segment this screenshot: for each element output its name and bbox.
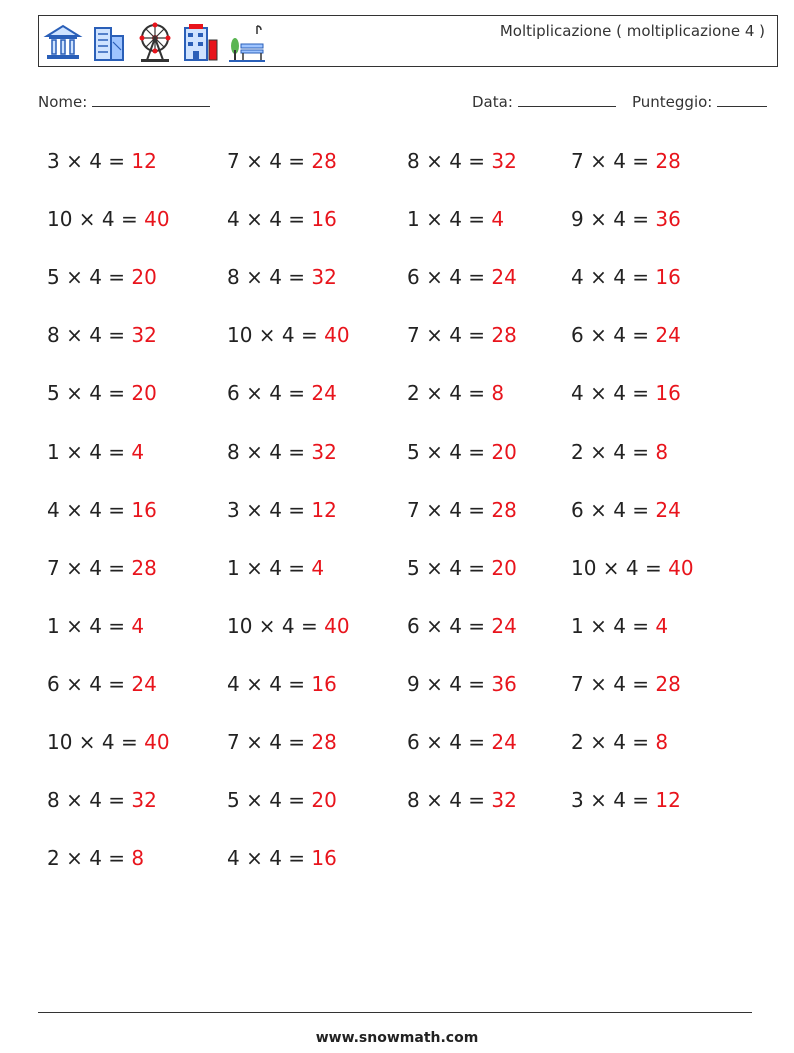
problem-item [47, 612, 144, 640]
problem-question: 10 × 4 = [571, 555, 669, 580]
problem-answer: 32 [491, 788, 517, 813]
score-field [632, 92, 767, 111]
problem-item [407, 670, 517, 698]
score-label: Punteggio: [632, 93, 713, 111]
problem-answer: 32 [311, 439, 337, 464]
problem-item [407, 612, 517, 640]
problem-item [227, 554, 324, 582]
problem-item [47, 786, 157, 814]
problem-answer: 8 [491, 381, 505, 406]
problem-answer: 40 [668, 555, 694, 580]
problem-answer: 20 [491, 555, 517, 580]
problem-question: 6 × 4 = [47, 671, 132, 696]
problem-answer: 4 [311, 555, 325, 580]
ferris-wheel-icon [135, 20, 175, 64]
problem-answer: 20 [131, 381, 157, 406]
problem-answer: 32 [131, 788, 157, 813]
problem-question: 5 × 4 = [407, 439, 492, 464]
problem-item [407, 438, 517, 466]
problem-answer: 4 [131, 439, 145, 464]
problem-item [571, 496, 681, 524]
problem-answer: 40 [144, 730, 170, 754]
problem-item [571, 263, 681, 291]
problem-question: 10 × 4 = [227, 613, 325, 638]
problem-question: 5 × 4 = [47, 265, 132, 290]
date-field [472, 92, 616, 111]
problem-question: 2 × 4 = [407, 381, 492, 406]
problem-item [227, 379, 337, 407]
problem-answer: 12 [311, 497, 337, 522]
problem-item [47, 438, 144, 466]
problem-answer: 24 [311, 381, 337, 406]
problem-answer: 12 [131, 149, 157, 173]
problem-item [571, 728, 668, 756]
problem-question: 4 × 4 = [571, 381, 656, 406]
problem-item [407, 263, 517, 291]
problem-question: 5 × 4 = [47, 381, 132, 406]
problem-answer: 16 [311, 671, 337, 696]
name-blank[interactable] [92, 92, 210, 107]
problem-question: 3 × 4 = [227, 497, 312, 522]
problem-question: 8 × 4 = [47, 323, 132, 348]
problem-item [571, 554, 694, 582]
problem-question: 6 × 4 = [571, 497, 656, 522]
problem-answer: 24 [491, 613, 517, 638]
problem-question: 1 × 4 = [47, 613, 132, 638]
problem-question: 10 × 4 = [227, 323, 325, 348]
problem-item [47, 379, 157, 407]
problem-answer: 4 [131, 613, 145, 638]
problem-question: 2 × 4 = [47, 846, 132, 871]
problem-question: 6 × 4 = [571, 323, 656, 348]
problem-answer: 28 [491, 323, 517, 348]
problem-question: 7 × 4 = [407, 323, 492, 348]
problem-item [227, 263, 337, 291]
problem-answer: 8 [655, 439, 669, 464]
problem-answer: 28 [311, 149, 337, 173]
problem-item [571, 321, 681, 349]
problem-question: 7 × 4 = [407, 497, 492, 522]
problem-answer: 20 [311, 788, 337, 813]
problem-answer: 40 [324, 323, 350, 348]
date-blank[interactable] [518, 92, 616, 107]
problem-item [227, 438, 337, 466]
problem-question: 9 × 4 = [571, 207, 656, 232]
problem-item [407, 379, 504, 407]
problem-item [571, 379, 681, 407]
problem-answer: 4 [491, 207, 505, 232]
problem-question: 5 × 4 = [407, 555, 492, 580]
problem-answer: 16 [311, 207, 337, 232]
problem-answer: 28 [655, 149, 681, 173]
problem-question: 3 × 4 = [571, 788, 656, 813]
problem-answer: 4 [655, 613, 669, 638]
problem-question: 6 × 4 = [407, 613, 492, 638]
problem-answer: 24 [655, 497, 681, 522]
problem-item [227, 612, 350, 640]
problem-item [47, 321, 157, 349]
problem-question: 8 × 4 = [407, 788, 492, 813]
problem-answer: 16 [311, 846, 337, 871]
problem-question: 7 × 4 = [571, 671, 656, 696]
problem-item [407, 554, 517, 582]
problem-item [227, 844, 337, 872]
problem-answer: 28 [311, 730, 337, 754]
footer-divider [38, 1012, 752, 1013]
problem-answer: 40 [144, 207, 170, 232]
problem-question: 4 × 4 = [227, 846, 312, 871]
museum-icon [43, 20, 83, 64]
problem-answer: 20 [491, 439, 517, 464]
problem-question: 7 × 4 = [571, 149, 656, 173]
problem-item [407, 786, 517, 814]
problem-question: 5 × 4 = [227, 788, 312, 813]
worksheet-title: Moltiplicazione ( moltiplicazione 4 ) [499, 22, 765, 40]
park-bench-icon [227, 20, 267, 64]
problem-item [47, 205, 170, 233]
score-blank[interactable] [717, 92, 767, 107]
name-label: Nome: [38, 93, 88, 111]
problem-answer: 28 [655, 671, 681, 696]
problem-question: 8 × 4 = [227, 265, 312, 290]
problem-item [571, 670, 681, 698]
name-field [38, 92, 210, 111]
problem-item [47, 844, 144, 872]
problem-question: 1 × 4 = [47, 439, 132, 464]
problem-question: 4 × 4 = [571, 265, 656, 290]
problem-question: 2 × 4 = [571, 730, 656, 754]
apartment-icon [181, 20, 221, 64]
problem-answer: 32 [311, 265, 337, 290]
problem-question: 1 × 4 = [227, 555, 312, 580]
problem-question: 10 × 4 = [47, 207, 145, 232]
problem-item [407, 728, 517, 756]
problem-answer: 32 [131, 323, 157, 348]
problem-item [227, 728, 337, 756]
problem-item [47, 263, 157, 291]
problem-item [571, 612, 668, 640]
problem-question: 4 × 4 = [227, 207, 312, 232]
problem-answer: 20 [131, 265, 157, 290]
problem-question: 8 × 4 = [47, 788, 132, 813]
problem-answer: 24 [491, 265, 517, 290]
problem-question: 2 × 4 = [571, 439, 656, 464]
problem-answer: 36 [491, 671, 517, 696]
problem-item [47, 496, 157, 524]
problem-question: 7 × 4 = [227, 149, 312, 173]
problem-question: 6 × 4 = [407, 265, 492, 290]
problem-answer: 24 [131, 671, 157, 696]
problem-question: 8 × 4 = [407, 149, 492, 173]
problem-answer: 8 [655, 730, 669, 754]
problem-item [227, 321, 350, 349]
problem-answer: 28 [131, 555, 157, 580]
worksheet-header [38, 15, 778, 67]
problem-answer: 32 [491, 149, 517, 173]
problem-item [227, 496, 337, 524]
problem-item [227, 670, 337, 698]
header-icons [43, 20, 267, 64]
building-icon [89, 20, 129, 64]
problem-question: 1 × 4 = [407, 207, 492, 232]
problem-answer: 40 [324, 613, 350, 638]
footer-site: www.snowmath.com [315, 1030, 479, 1046]
problem-item [571, 786, 681, 814]
problem-answer: 16 [655, 265, 681, 290]
problem-item [407, 147, 517, 175]
problem-item [47, 554, 157, 582]
problem-question: 8 × 4 = [227, 439, 312, 464]
problem-question: 3 × 4 = [47, 149, 132, 173]
problem-item [227, 786, 337, 814]
problem-item [407, 496, 517, 524]
problem-question: 6 × 4 = [227, 381, 312, 406]
problem-answer: 12 [655, 788, 681, 813]
problem-answer: 16 [655, 381, 681, 406]
problem-answer: 16 [131, 497, 157, 522]
problem-answer: 36 [655, 207, 681, 232]
problem-question: 1 × 4 = [571, 613, 656, 638]
problem-question: 6 × 4 = [407, 730, 492, 754]
problem-question: 10 × 4 = [47, 730, 145, 754]
problem-question: 9 × 4 = [407, 671, 492, 696]
problem-question: 7 × 4 = [47, 555, 132, 580]
problem-item [47, 147, 157, 175]
problem-item [47, 670, 157, 698]
problem-question: 4 × 4 = [227, 671, 312, 696]
date-label: Data: [472, 93, 513, 111]
problem-answer: 24 [491, 730, 517, 754]
problem-item [227, 205, 337, 233]
problem-item [571, 438, 668, 466]
problem-item [47, 728, 170, 756]
problem-item [407, 321, 517, 349]
problem-item [571, 147, 681, 175]
problem-answer: 24 [655, 323, 681, 348]
problem-answer: 8 [131, 846, 145, 871]
problem-answer: 28 [491, 497, 517, 522]
problem-question: 7 × 4 = [227, 730, 312, 754]
problem-item [227, 147, 337, 175]
problem-item [407, 205, 504, 233]
problem-item [571, 205, 681, 233]
problem-question: 4 × 4 = [47, 497, 132, 522]
